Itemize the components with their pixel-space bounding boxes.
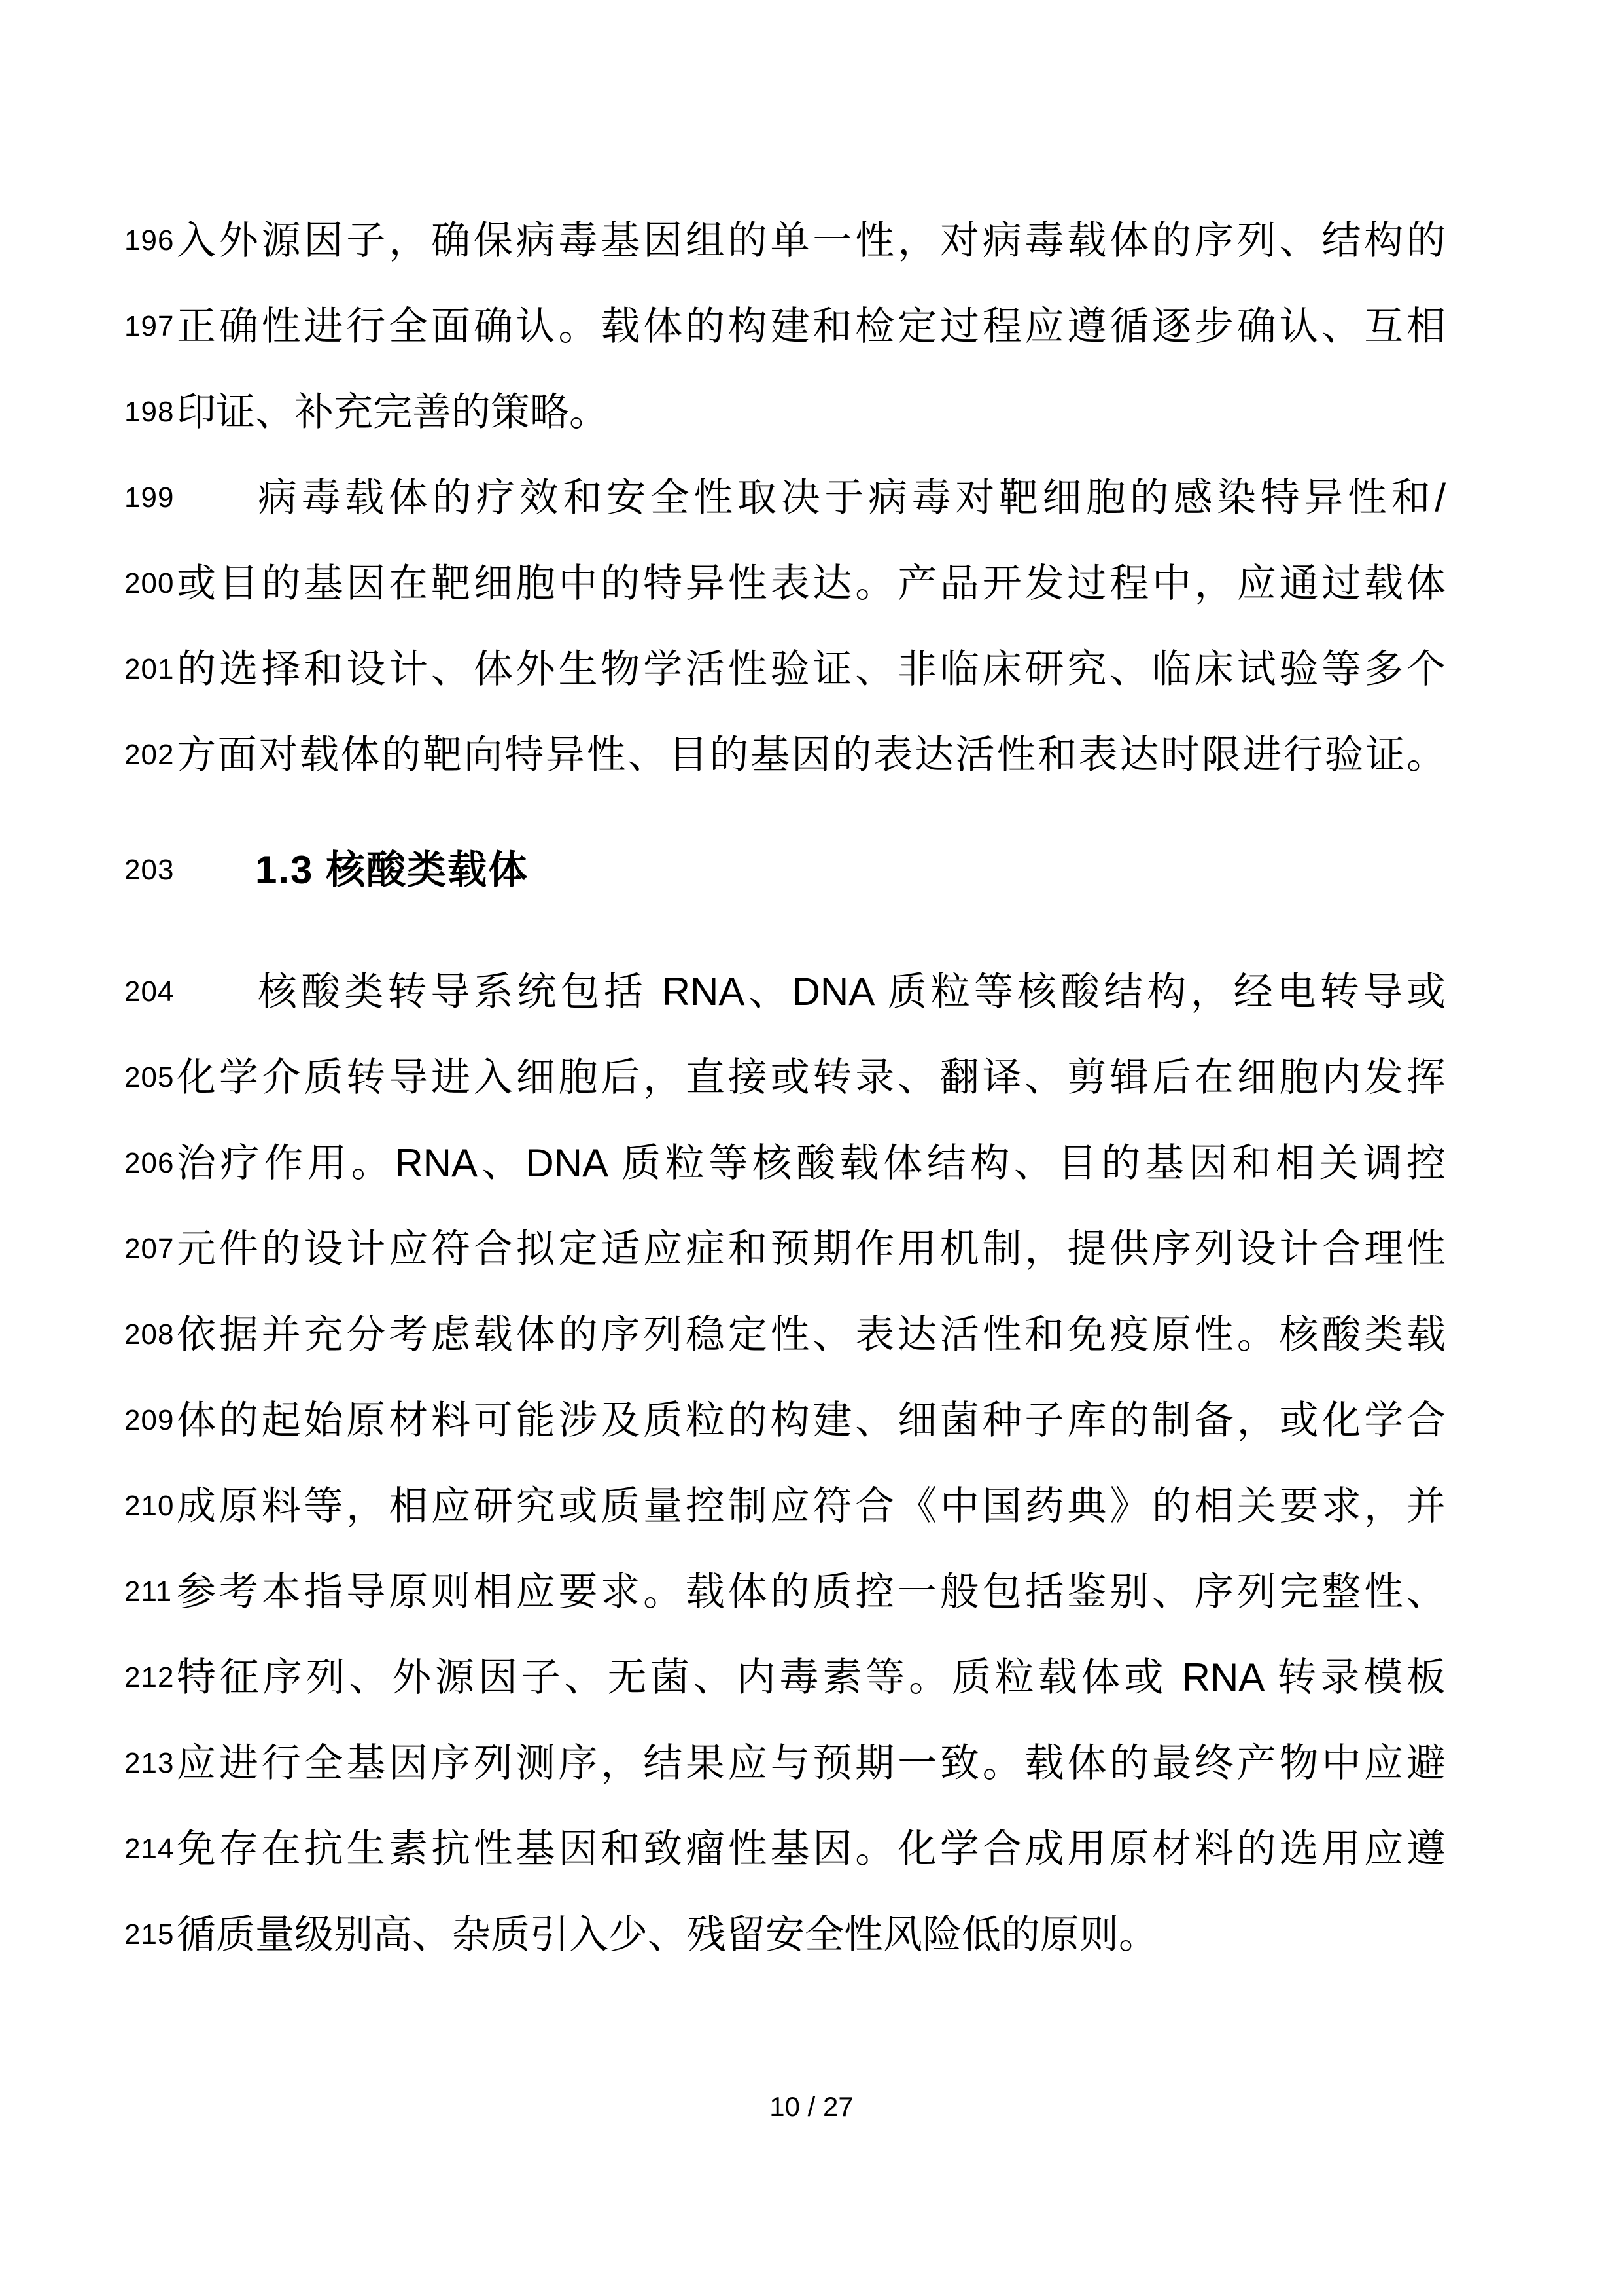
- document-line: [0, 1634, 1623, 1720]
- document-line: [0, 1463, 1623, 1549]
- page-number: 10 / 27: [769, 2091, 854, 2122]
- line-text: 参考本指导原则相应要求。载体的质控一般包括鉴别、序列完整性、: [177, 1569, 1446, 1614]
- line-number: 213: [124, 1746, 175, 1779]
- line-text: 依据并充分考虑载体的序列稳定性、表达活性和免疫原性。核酸类载: [177, 1312, 1446, 1356]
- document-line: [0, 1549, 1623, 1634]
- line-text: 化学介质转导进入细胞后，直接或转录、翻译、剪辑后在细胞内发挥: [177, 1055, 1446, 1099]
- document-line: [0, 712, 1623, 798]
- line-number: 214: [124, 1832, 175, 1865]
- line-number: 198: [124, 395, 175, 428]
- document-line: [0, 1034, 1623, 1120]
- line-number: 209: [124, 1404, 175, 1436]
- line-number: 196: [124, 224, 175, 256]
- line-number: 199: [124, 481, 175, 514]
- section-heading: 1.3 核酸类载体: [255, 847, 529, 892]
- line-text: 的选择和设计、体外生物学活性验证、非临床研究、临床试验等多个: [177, 646, 1446, 691]
- line-number: 206: [124, 1146, 175, 1179]
- line-number: 210: [124, 1489, 175, 1522]
- line-text: 应进行全基因序列测序，结果应与预期一致。载体的最终产物中应避: [177, 1740, 1446, 1785]
- line-text: 病毒载体的疗效和安全性取决于病毒对靶细胞的感染特异性和/: [258, 475, 1446, 520]
- document-line: [0, 1377, 1623, 1463]
- document-line: [0, 369, 1623, 455]
- line-text: 核酸类转导系统包括 RNA、DNA 质粒等核酸结构，经电转导或: [258, 969, 1446, 1014]
- line-number: 215: [124, 1918, 175, 1951]
- document-line: [0, 540, 1623, 626]
- document-line: [0, 949, 1623, 1034]
- line-text: 体的起始原材料可能涉及质粒的构建、细菌种子库的制备，或化学合: [177, 1398, 1446, 1442]
- line-text: 循质量级别高、杂质引入少、残留安全性风险低的原则。: [177, 1912, 1158, 1956]
- line-text: 入外源因子，确保病毒基因组的单一性，对病毒载体的序列、结构的: [177, 218, 1446, 262]
- line-number: 201: [124, 652, 175, 685]
- line-number: 197: [124, 309, 175, 342]
- line-number: 207: [124, 1232, 175, 1265]
- line-number: 204: [124, 975, 175, 1008]
- document-line: [0, 1720, 1623, 1806]
- document-line: [0, 1892, 1623, 1977]
- document-line: [0, 1206, 1623, 1292]
- document-line: [0, 1120, 1623, 1206]
- document-line: [0, 455, 1623, 540]
- line-text: 方面对载体的靶向特异性、目的基因的表达活性和表达时限进行验证。: [177, 732, 1446, 777]
- document-line: [0, 283, 1623, 369]
- line-text: 治疗作用。RNA、DNA 质粒等核酸载体结构、目的基因和相关调控: [177, 1140, 1446, 1185]
- document-line: [0, 198, 1623, 283]
- line-text: 元件的设计应符合拟定适应症和预期作用机制，提供序列设计合理性: [177, 1226, 1446, 1271]
- line-number: 202: [124, 738, 175, 771]
- document-line: [0, 1806, 1623, 1892]
- line-text: 免存在抗生素抗性基因和致瘤性基因。化学合成用原材料的选用应遵: [177, 1826, 1446, 1871]
- line-number: 211: [124, 1575, 173, 1608]
- line-number: 205: [124, 1061, 175, 1093]
- line-number: 200: [124, 567, 175, 599]
- line-text: 成原料等，相应研究或质量控制应符合《中国药典》的相关要求，并: [177, 1483, 1446, 1528]
- line-number: 212: [124, 1661, 175, 1693]
- document-line: [0, 827, 1623, 913]
- line-number: 208: [124, 1318, 175, 1351]
- line-text: 或目的基因在靶细胞中的特异性表达。产品开发过程中，应通过载体: [177, 561, 1446, 605]
- document-line: [0, 626, 1623, 712]
- line-text: 印证、补充完善的策略。: [177, 389, 608, 434]
- line-number: 203: [124, 853, 175, 886]
- document-line: [0, 1292, 1623, 1377]
- line-text: 特征序列、外源因子、无菌、内毒素等。质粒载体或 RNA 转录模板: [177, 1655, 1446, 1699]
- line-text: 正确性进行全面确认。载体的构建和检定过程应遵循逐步确认、互相: [177, 304, 1446, 348]
